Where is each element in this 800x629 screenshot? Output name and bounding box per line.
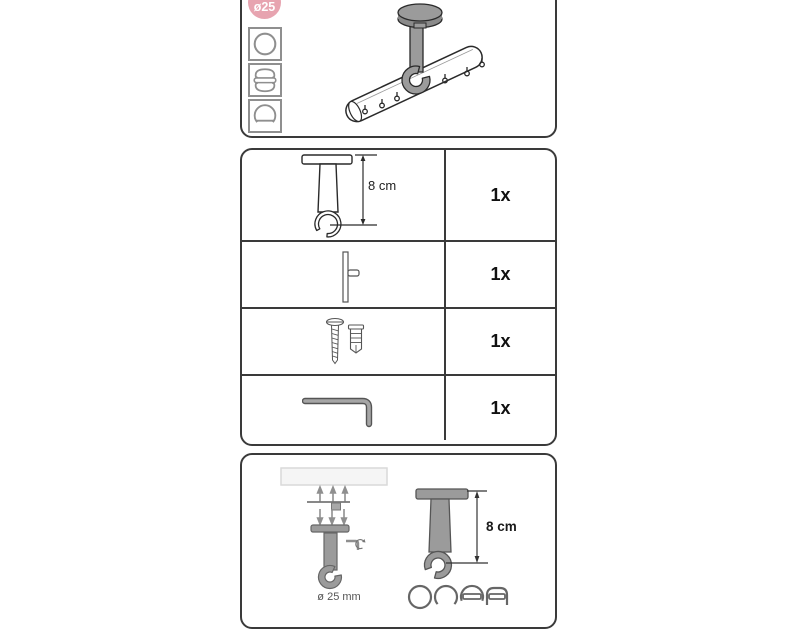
open-ring-rail-profile-icon [435, 586, 457, 604]
part-drawing-cell [242, 242, 446, 307]
dimension-arrow [446, 491, 488, 563]
inner-track-rail-profile-icon [248, 63, 282, 97]
hex-key-icon [302, 392, 374, 428]
arrows-down-icon [318, 509, 347, 524]
mounting-height-label: 8 cm [486, 519, 517, 534]
round-rod-profile-icon [409, 586, 431, 608]
quantity-label: 1x [490, 184, 511, 205]
parts-list-table [240, 148, 557, 446]
open-ring-rail-profile-icon [248, 99, 282, 133]
arrows-up-icon [318, 487, 348, 502]
rod-diameter-label: ø 25 mm [317, 591, 361, 603]
open-ring-rail-profile-glyph [250, 100, 280, 132]
table-row [242, 150, 555, 240]
part-drawing-cell [242, 309, 446, 374]
table-row [242, 374, 555, 440]
quantity-label: 1x [490, 331, 511, 351]
mounting-instructions-panel [240, 453, 557, 629]
quantity-label: 1x [490, 264, 511, 284]
compatible-rod-profiles-icons [406, 583, 511, 623]
inner-track-rail-profile-icon [461, 586, 483, 601]
quantity-label: 1x [490, 397, 511, 418]
bracket-height-label: 8 cm [368, 178, 397, 193]
hex-key-tighten-icon [346, 539, 366, 550]
table-row [242, 307, 555, 374]
exploded-mounting-diagram [272, 465, 402, 605]
part-drawing-cell [242, 376, 446, 440]
diameter-badge-label: ø25 [253, 0, 276, 14]
quantity-cell [446, 376, 555, 440]
round-rod-profile-icon [248, 27, 282, 61]
ceiling-surface [281, 468, 387, 485]
quantity-cell [446, 309, 555, 374]
screw-and-wall-plug-icon [322, 316, 372, 368]
quantity-cell [446, 150, 555, 240]
diameter-badge [248, 0, 281, 19]
ceiling-support-bracket-icon [296, 152, 406, 238]
round-rod-profile-glyph [250, 28, 280, 60]
quantity-cell [446, 242, 555, 307]
mounting-plate-pin-icon [337, 250, 367, 304]
part-drawing-cell [242, 150, 446, 240]
inner-track-rail-profile-glyph [250, 64, 280, 96]
table-row [242, 240, 555, 307]
product-illustration [330, 0, 500, 133]
u-track-rail-profile-icon [487, 588, 507, 605]
product-overview-panel [240, 0, 557, 138]
